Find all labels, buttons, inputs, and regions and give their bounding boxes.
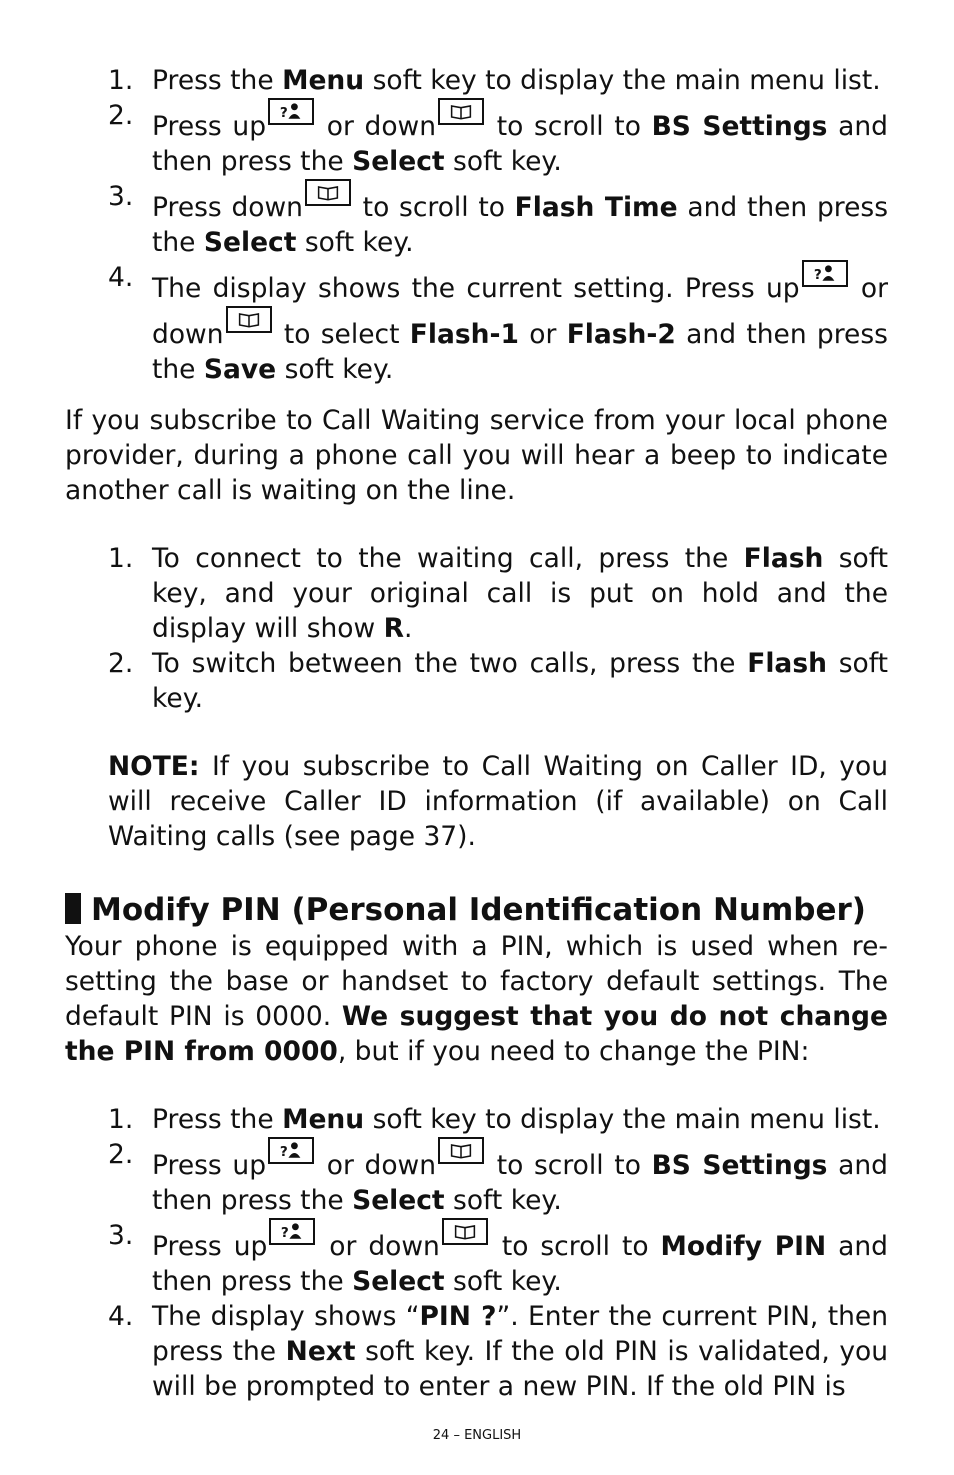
down-phonebook-key-icon	[438, 1137, 484, 1164]
bold-term: BS Settings	[651, 1150, 828, 1181]
call-waiting-steps	[108, 541, 888, 716]
step-text: and then press the	[152, 319, 888, 385]
heading-text: Modify PIN (Personal Identification Number)	[91, 892, 866, 928]
step-text: ”. Enter the current PIN, then press the	[152, 1301, 888, 1367]
flash-time-steps	[108, 63, 888, 387]
list-item	[108, 1299, 888, 1404]
list-item	[108, 541, 888, 646]
svg-text:?: ?	[279, 1144, 288, 1161]
step-text: or	[518, 319, 567, 350]
step-number: 3.	[108, 1220, 134, 1251]
step-number: 1.	[108, 543, 134, 574]
pin-intro-text-end: , but if you need to change the PIN:	[337, 1036, 810, 1067]
bold-term: PIN ?	[419, 1301, 497, 1332]
step-number: 2.	[108, 648, 134, 679]
pin-intro-text: Your phone is equipped with a PIN, which is used when re-setting the base or handset to factory default settings. The default PIN is 0000.	[65, 931, 888, 1032]
list-item	[108, 1102, 888, 1137]
note-label: NOTE:	[108, 751, 200, 782]
bold-term: Save	[203, 354, 277, 385]
svg-text:?: ?	[279, 105, 288, 122]
page-footer: 24 – ENGLISH	[432, 1428, 522, 1443]
modify-pin-steps	[108, 1102, 888, 1404]
step-text: to select	[273, 319, 410, 350]
step-text: .	[404, 613, 413, 644]
step-text: Press the	[152, 65, 283, 96]
step-text: or down	[317, 1231, 440, 1262]
step-text: soft key, and your original call is put on hold and the display will show	[152, 543, 888, 644]
bold-term: Flash	[747, 648, 827, 679]
down-phonebook-key-icon	[438, 98, 484, 125]
list-item	[108, 646, 888, 716]
bold-term: Flash-2	[566, 319, 676, 350]
step-text: or down	[316, 111, 437, 142]
svg-text:?: ?	[813, 267, 822, 284]
step-text: Press the	[152, 1104, 283, 1135]
step-text: soft key.	[296, 227, 414, 258]
list-item	[108, 63, 888, 98]
down-phonebook-key-icon	[226, 306, 272, 333]
step-text: To switch between the two calls, press the	[152, 648, 748, 679]
note-paragraph	[108, 749, 888, 854]
up-caller-id-key-icon	[268, 1137, 314, 1164]
step-text: to scroll to	[486, 1150, 652, 1181]
up-caller-id-key-icon	[268, 98, 314, 125]
step-text: to scroll to	[489, 1231, 661, 1262]
step-text: Press down	[152, 192, 303, 223]
bold-term: Menu	[282, 65, 365, 96]
section-heading	[65, 890, 866, 930]
bold-term: Select	[352, 1266, 445, 1297]
step-text: soft key.	[276, 354, 394, 385]
list-item	[108, 179, 888, 260]
step-number: 2.	[108, 1139, 134, 1170]
heading-bar-icon	[65, 893, 81, 924]
step-text: soft key.	[444, 146, 562, 177]
step-text: and then press the	[152, 1231, 888, 1297]
step-text: Press up	[152, 111, 267, 142]
step-text: soft key.	[152, 648, 889, 714]
list-item	[108, 98, 888, 179]
list-item	[108, 1218, 888, 1299]
step-number: 1.	[108, 1104, 134, 1135]
step-text: to scroll to	[486, 111, 652, 142]
step-text: and then press the	[152, 192, 888, 258]
step-text: soft key to display the main menu list.	[364, 65, 881, 96]
step-text: soft key.	[444, 1266, 562, 1297]
step-text: or down	[152, 273, 888, 350]
step-number: 2.	[108, 100, 134, 131]
down-phonebook-key-icon	[442, 1218, 488, 1245]
bold-term: Flash-1	[409, 319, 519, 350]
step-number: 1.	[108, 65, 134, 96]
step-text: to scroll to	[352, 192, 515, 223]
step-number: 3.	[108, 181, 134, 212]
bold-term: Select	[203, 227, 297, 258]
bold-term: Next	[285, 1336, 356, 1367]
step-text: soft key. If the old PIN is validated, you will be prompted to enter a new PIN. If the old PIN is	[152, 1336, 889, 1402]
bold-term: BS Settings	[651, 111, 828, 142]
bold-term: Menu	[282, 1104, 365, 1135]
down-phonebook-key-icon	[305, 179, 351, 206]
svg-text:?: ?	[281, 1225, 290, 1242]
list-item	[108, 260, 888, 387]
step-number: 4.	[108, 262, 134, 293]
step-text: Press up	[152, 1231, 268, 1262]
step-text: soft key.	[444, 1185, 562, 1216]
list-item	[108, 1137, 888, 1218]
step-text: The display shows “	[152, 1301, 420, 1332]
bold-term: Flash Time	[514, 192, 678, 223]
bold-term: Select	[352, 146, 445, 177]
pin-intro-bold: We suggest that you do not change the PIN from 0000	[65, 1001, 889, 1067]
bold-term: Flash	[743, 543, 824, 574]
bold-term: R	[383, 613, 405, 644]
up-caller-id-key-icon	[269, 1218, 315, 1245]
note-text: If you subscribe to Call Waiting on Caller ID, you will receive Caller ID information (if available) on Call Waiting calls (see page 37).	[108, 751, 888, 852]
bold-term: Select	[352, 1185, 445, 1216]
step-number: 4.	[108, 1301, 134, 1332]
step-text: and then press the	[152, 1150, 888, 1216]
step-text: or down	[316, 1150, 437, 1181]
pin-intro	[65, 929, 888, 1069]
bold-term: Modify PIN	[660, 1231, 827, 1262]
step-text: To connect to the waiting call, press the	[152, 543, 744, 574]
step-text: Press up	[152, 1150, 267, 1181]
up-caller-id-key-icon	[802, 260, 848, 287]
step-text: and then press the	[152, 111, 888, 177]
step-text: soft key to display the main menu list.	[364, 1104, 881, 1135]
step-text: The display shows the current setting. Press up	[152, 273, 800, 304]
call-waiting-intro: If you subscribe to Call Waiting service from your local phone provider, during a phone call you will hear a beep to indicate another call is waiting on the line.	[65, 405, 888, 506]
